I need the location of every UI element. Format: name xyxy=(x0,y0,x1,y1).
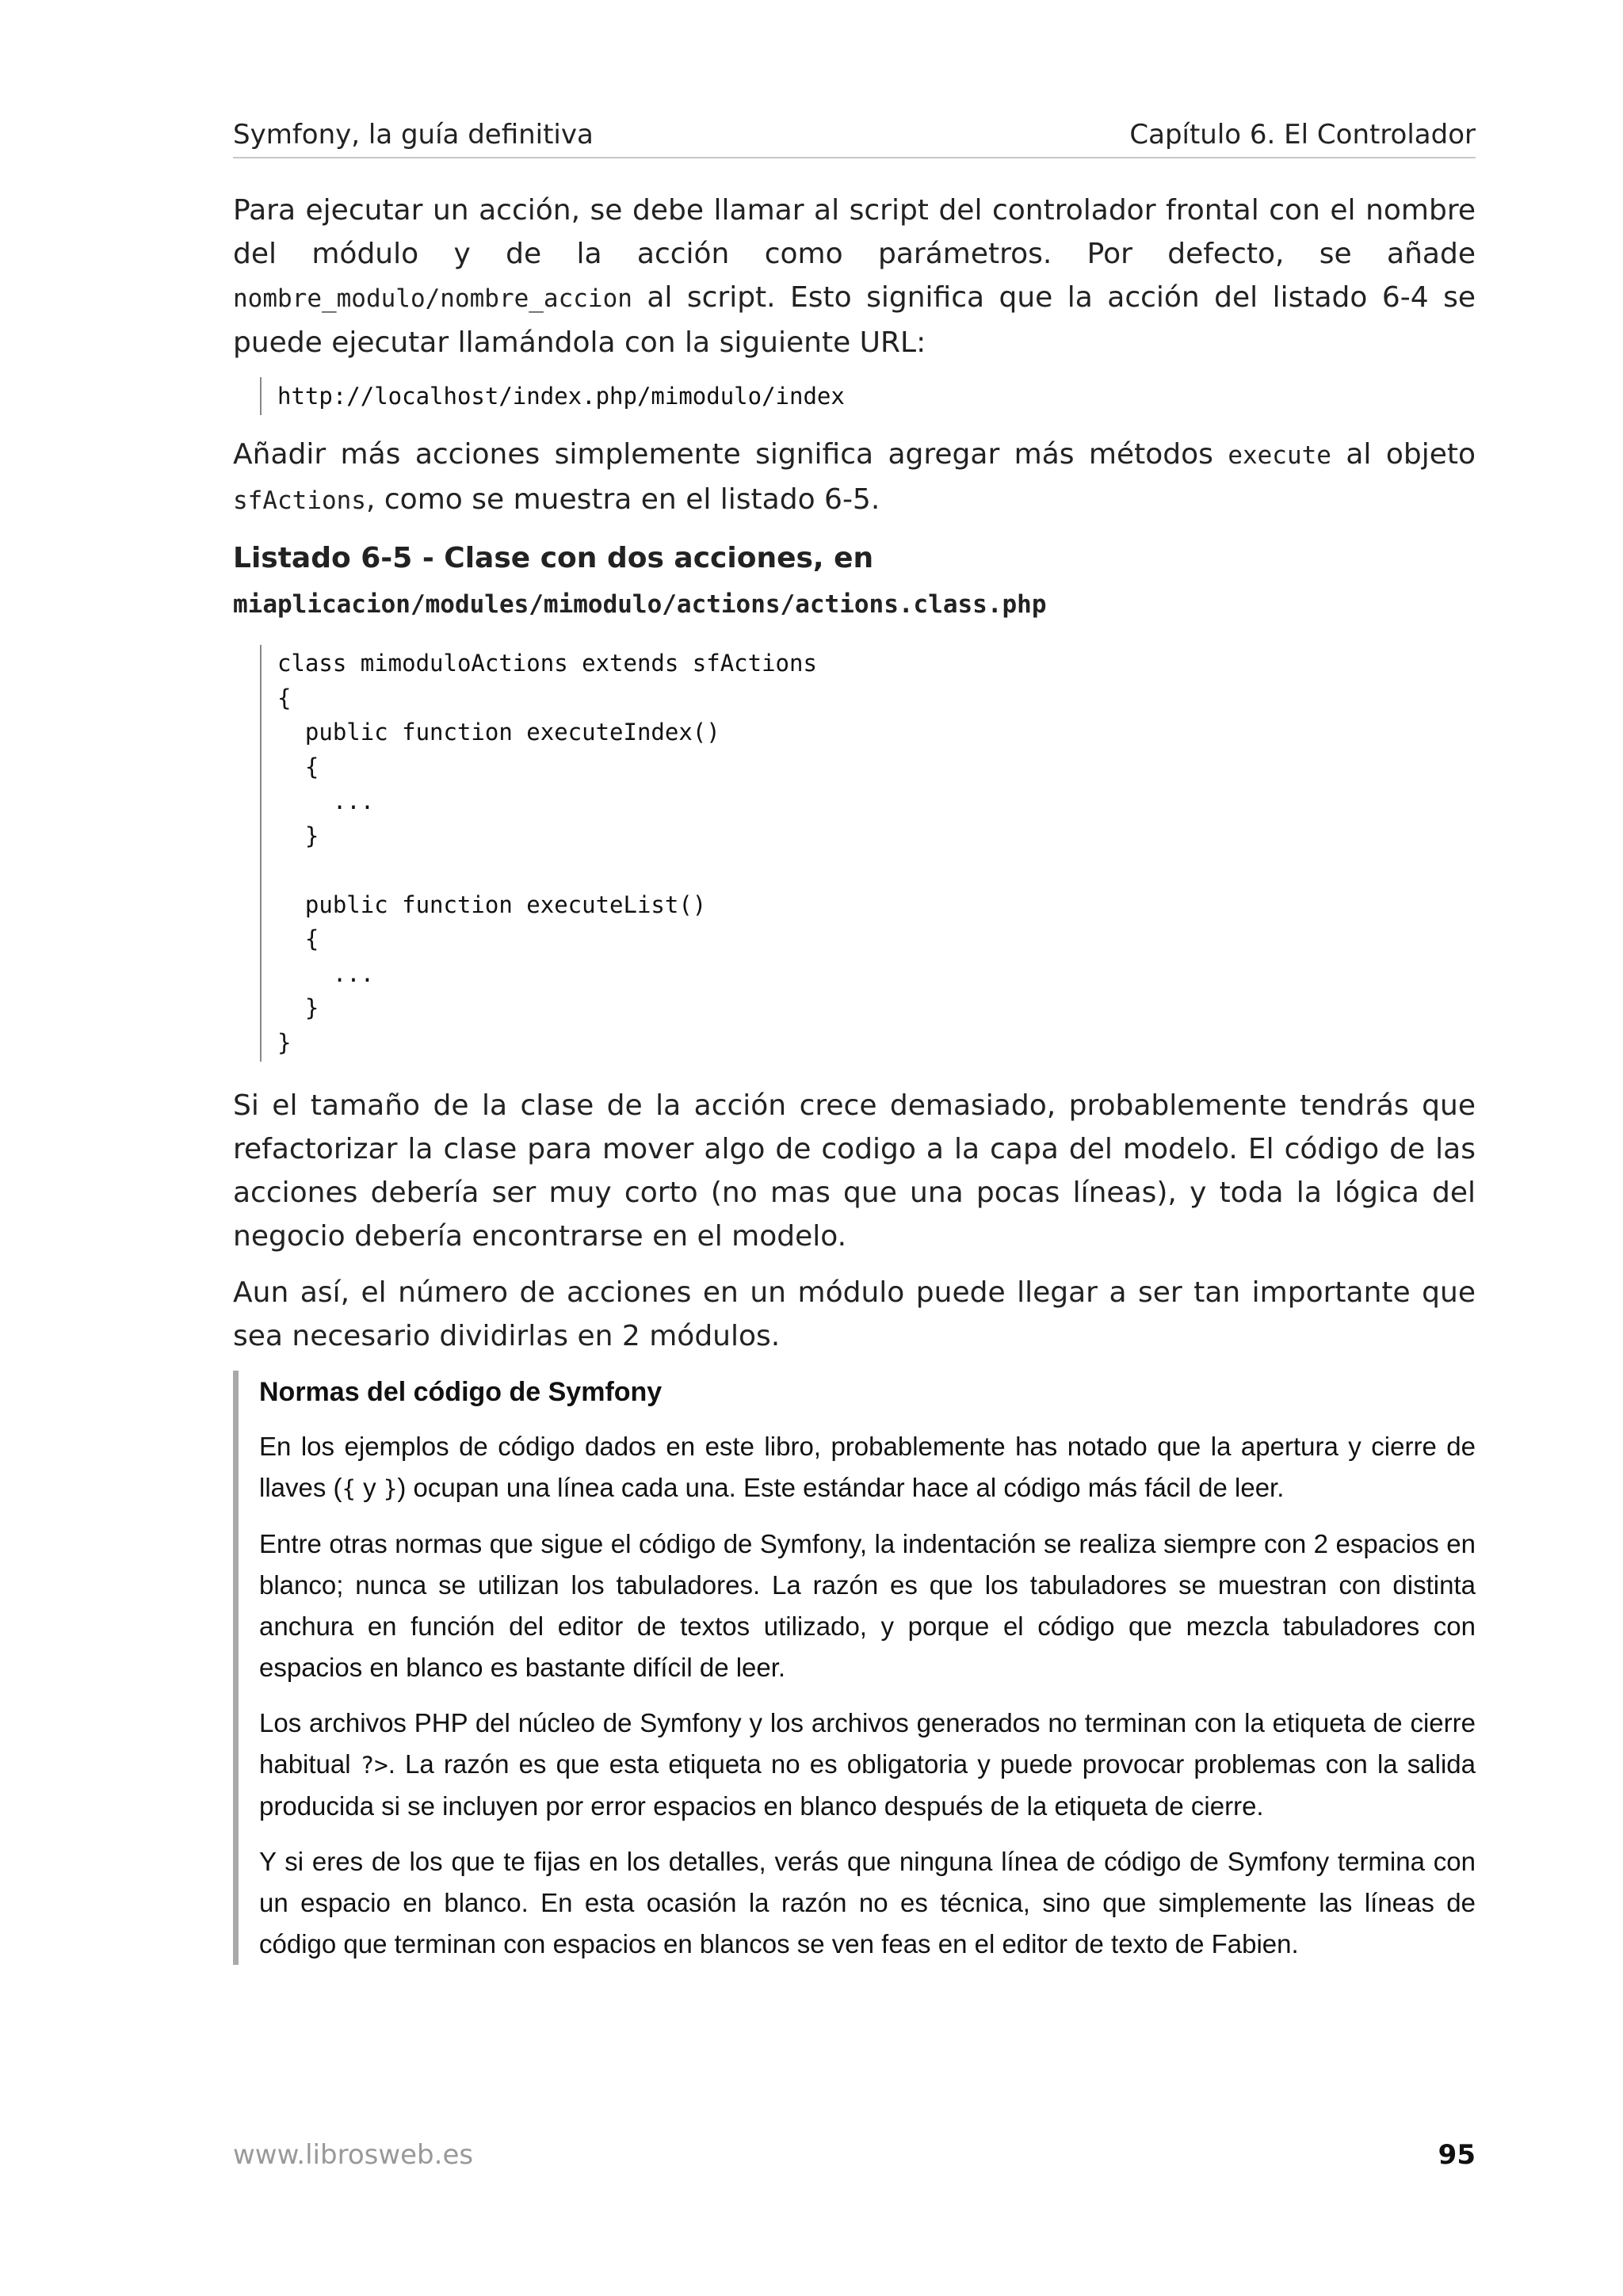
paragraph-anadir-acciones xyxy=(233,433,1476,523)
book-title: Symfony, la guía definitiva xyxy=(233,119,594,151)
note-paragraph-indentacion: Entre otras normas que sigue el código de Symfony, la indentación se realiza siempre con 2 espacios en blanco; nunca se utilizan los tabuladores. La razón es que los tabuladores se muestran con distinta anchura en función del editor de textos utilizado, y porque el código que mezcla tabuladores con espacios en blanco es bastante difícil de leer. xyxy=(259,1529,1476,1682)
note-paragraph-espacios: Y si eres de los que te fijas en los detalles, verás que ninguna línea de código de Symfony termina con un espacio en blanco. En esta ocasión la razón no es técnica, sino que simplemente las líneas de código que terminan con espacios en blancos se ven feas en el editor de texto de Fabien. xyxy=(259,1847,1476,1958)
listing-file-path: miaplicacion/modules/mimodulo/actions/actions.class.php xyxy=(233,590,1047,619)
text-span: Para ejecutar un acción, se debe llamar al script del controlador frontal con el nombre del módulo y de la acción como parámetros. Por defecto, se añade xyxy=(233,194,1476,270)
chapter-title: Capítulo 6. El Controlador xyxy=(1129,119,1476,151)
url-example-block: http://localhost/index.php/mimodulo/index xyxy=(260,377,1476,415)
inline-code: execute xyxy=(1228,441,1331,470)
text-span: ) ocupan una línea cada una. Este estándar hace al código más fácil de leer. xyxy=(397,1473,1285,1502)
text-span: y xyxy=(356,1473,384,1502)
text-span: al objeto xyxy=(1331,438,1476,471)
code-listing: class mimoduloActions extends sfActions { public function executeIndex() { ... } public function executeList() { ... } } xyxy=(260,645,1476,1062)
inline-code: nombre_modulo/nombre_accion xyxy=(233,284,632,313)
text-span: al script. Esto significa que la acción del listado 6-4 se puede ejecutar llamándola con la siguiente URL: xyxy=(233,281,1476,359)
text-span: . La razón es que esta etiqueta no es obligatoria y puede provocar problemas con la salida producida si se incluyen por error espacios en blanco después de la etiqueta de cierre. xyxy=(259,1749,1476,1821)
paragraph-tamano-clase: Si el tamaño de la clase de la acción crece demasiado, probablemente tendrás que refactorizar la clase para mover algo de codigo a la capa del modelo. El código de las acciones debería ser muy corto (no mas que una pocas líneas), y toda la lógica del negocio debería encontrarse en el modelo. xyxy=(233,1089,1476,1253)
page-number: 95 xyxy=(1438,2139,1476,2171)
inline-code: sfActions xyxy=(233,486,366,515)
inline-code: { xyxy=(342,1475,356,1502)
text-span: Añadir más acciones simplemente significa agregar más métodos xyxy=(233,438,1228,471)
inline-code: ?> xyxy=(360,1752,388,1779)
paragraph-ejecutar-accion xyxy=(233,189,1476,364)
text-span: En los ejemplos de código dados en este libro, probablemente has notado que la apertura y cierre de llaves ( xyxy=(259,1432,1476,1502)
note-paragraph-archivos-php xyxy=(259,1703,1476,1827)
footer-site-link[interactable]: www.librosweb.es xyxy=(233,2139,474,2171)
page-footer xyxy=(233,2139,1476,2179)
paragraph-numero-acciones: Aun así, el número de acciones en un módulo puede llegar a ser tan importante que sea necesario dividirlas en 2 módulos. xyxy=(233,1276,1476,1352)
text-span: , como se muestra en el listado 6-5. xyxy=(365,483,880,516)
note-box xyxy=(233,1371,1476,1965)
page-header xyxy=(233,119,1476,158)
listing-title-text: Listado 6-5 - Clase con dos acciones, en xyxy=(233,542,874,574)
note-title: Normas del código de Symfony xyxy=(259,1377,663,1407)
inline-code: } xyxy=(383,1475,398,1502)
text-span: Los archivos PHP del núcleo de Symfony y los archivos generados no terminan con la etiqueta de cierre habitual xyxy=(259,1708,1476,1779)
listing-title xyxy=(233,536,1476,627)
page-content xyxy=(233,189,1476,1979)
note-paragraph-llaves xyxy=(259,1426,1476,1509)
